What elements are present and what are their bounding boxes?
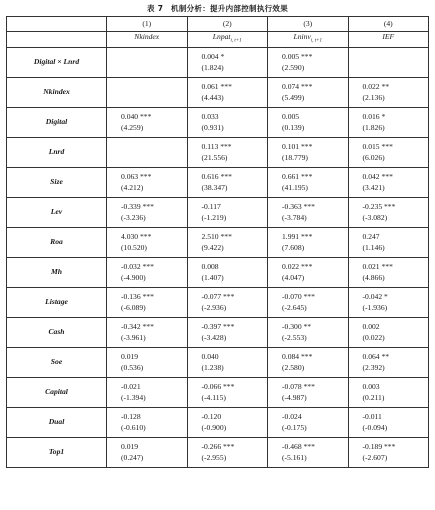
table-row [7,77,429,107]
t-statistic: (2.580) [282,363,305,373]
table-cell [187,437,268,467]
t-statistic: (-0.610) [121,423,146,433]
t-statistic: (-1.936) [362,303,388,313]
coefficient: -0.266 *** [201,441,235,451]
coefficient: 0.042 *** [362,171,393,181]
table-row [7,137,429,167]
coefficient: -0.363 *** [282,201,315,211]
table-cell [348,407,429,437]
table-cell [187,167,268,197]
table-cell [107,317,188,347]
dependent-variable: Lninv$_{i, t+1}$ [268,32,349,48]
table-cell [107,77,188,107]
table-cell [348,347,429,377]
variable-name: Mh [7,257,107,287]
variable-name: Nkindex [7,77,107,107]
t-statistic: (4.212) [121,183,144,193]
dependent-variable: Lnpat$_{i, t+1}$ [187,32,268,48]
t-statistic: (0.931) [201,123,224,133]
t-statistic: (-2.607) [362,453,388,463]
coefficient: 0.005 *** [282,51,313,61]
table-cell [348,227,429,257]
column-number: (2) [187,17,268,32]
table-cell [348,317,429,347]
table-cell [107,377,188,407]
table-cell [348,77,429,107]
variable-name: Listage [7,287,107,317]
table-cell [268,287,349,317]
corner-cell [7,17,107,32]
t-statistic: (-4.987) [282,393,307,403]
table-cell [187,257,268,287]
table-cell [107,197,188,227]
column-number-row [7,17,429,32]
table-row [7,47,429,77]
t-statistic: (1.826) [362,123,385,133]
coefficient: -0.397 *** [201,321,235,331]
t-statistic: (-1.394) [121,393,146,403]
table-cell [187,137,268,167]
coefficient: -0.117 [201,201,221,211]
coefficient [121,51,187,63]
coefficient: 4.030 *** [121,231,152,241]
table-cell [107,287,188,317]
table-cell [268,257,349,287]
t-statistic: (4.047) [282,273,305,283]
coefficient: -0.078 *** [282,381,315,391]
table-caption: 表 7 机制分析：提升内部控制执行效果 [146,4,289,13]
t-statistic: (-3.784) [282,213,307,223]
t-statistic: (-0.900) [201,423,227,433]
table-cell [107,137,188,167]
t-statistic: (2.590) [282,63,305,73]
table-cell [348,107,429,137]
table-row [7,407,429,437]
table-cell [187,407,268,437]
coefficient: -0.136 *** [121,291,154,301]
table-row [7,287,429,317]
table-cell [107,347,188,377]
coefficient: 0.003 [362,381,380,391]
column-number: (4) [348,17,429,32]
coefficient [121,81,187,93]
variable-name: Top1 [7,437,107,467]
coefficient: -0.070 *** [282,291,315,301]
table-cell [268,407,349,437]
table-cell [107,257,188,287]
variable-name: Cash [7,317,107,347]
table-cell [187,77,268,107]
table-cell [187,197,268,227]
coefficient: 0.008 [201,261,219,271]
table-row [7,107,429,137]
coefficient: -0.042 * [362,291,388,301]
coefficient: -0.011 [362,411,382,421]
coefficient: 0.661 *** [282,171,313,181]
table-row [7,227,429,257]
t-statistic: (-0.175) [282,423,307,433]
t-statistic: (-3.236) [121,213,146,223]
coefficient: 0.021 *** [362,261,393,271]
t-statistic: (-3.428) [201,333,227,343]
coefficient: -0.066 *** [201,381,235,391]
dependent-variable: Nkindex [107,32,188,48]
table-cell [268,47,349,77]
table-cell [107,437,188,467]
table-row [7,257,429,287]
corner-cell [7,32,107,48]
table-cell [187,347,268,377]
variable-name: Lnrd [7,137,107,167]
coefficient: 0.019 [121,351,139,361]
t-statistic: (-4.115) [201,393,226,403]
table-cell [107,107,188,137]
column-number: (1) [107,17,188,32]
table-cell [268,137,349,167]
coefficient: 0.084 *** [282,351,313,361]
t-statistic: (-4.900) [121,273,146,283]
table-cell [107,167,188,197]
t-statistic [121,152,187,164]
table-cell [187,317,268,347]
table-cell [187,107,268,137]
table-cell [268,197,349,227]
coefficient: 0.063 *** [121,171,152,181]
t-statistic: (4.259) [121,123,144,133]
table-cell [268,227,349,257]
t-statistic: (1.238) [201,363,224,373]
table-cell [348,257,429,287]
regression-table [6,16,429,468]
table-cell [107,407,188,437]
coefficient: 0.004 * [201,51,225,61]
table-body [7,47,429,467]
coefficient: -0.128 [121,411,141,421]
coefficient: 1.991 *** [282,231,313,241]
t-statistic: (-2.645) [282,303,307,313]
dependent-variable: IEF [348,32,429,48]
table-cell [268,77,349,107]
variable-name: Digital [7,107,107,137]
t-statistic: (0.247) [121,453,144,463]
coefficient: 0.616 *** [201,171,232,181]
coefficient: 0.022 *** [282,261,313,271]
table-cell [187,287,268,317]
table-cell [268,437,349,467]
t-statistic: (-2.936) [201,303,227,313]
coefficient: 0.064 ** [362,351,390,361]
table-cell [187,47,268,77]
coefficient: 0.247 [362,231,380,241]
t-statistic: (18.779) [282,153,308,163]
coefficient: 0.019 [121,441,139,451]
variable-name: Soe [7,347,107,377]
t-statistic: (0.139) [282,123,305,133]
coefficient: 0.113 *** [201,141,232,151]
table-cell [348,47,429,77]
coefficient: 0.061 *** [201,81,232,91]
coefficient: -0.189 *** [362,441,396,451]
t-statistic: (3.421) [362,183,385,193]
t-statistic: (0.211) [362,393,385,403]
coefficient: -0.342 *** [121,321,154,331]
table-cell [348,437,429,467]
t-statistic: (-5.161) [282,453,307,463]
table-row [7,437,429,467]
t-statistic: (4.443) [201,93,224,103]
coefficient: -0.468 *** [282,441,315,451]
t-statistic: (5.499) [282,93,305,103]
t-statistic: (-6.089) [121,303,146,313]
coefficient [121,141,187,153]
table-cell [107,47,188,77]
table-cell [107,227,188,257]
table-cell [268,347,349,377]
coefficient: -0.235 *** [362,201,396,211]
table-cell [187,377,268,407]
column-number: (3) [268,17,349,32]
variable-name: Size [7,167,107,197]
table-cell [348,137,429,167]
coefficient: 0.033 [201,111,219,121]
t-statistic: (9.422) [201,243,224,253]
t-statistic: (-2.553) [282,333,307,343]
table-row [7,377,429,407]
t-statistic: (1.407) [201,273,224,283]
dependent-variable-row [7,32,429,48]
coefficient: -0.077 *** [201,291,235,301]
variable-name: Capital [7,377,107,407]
t-statistic: (4.866) [362,273,385,283]
coefficient: -0.120 [201,411,222,421]
t-statistic: (21.556) [201,153,228,163]
t-statistic: (1.824) [201,63,224,73]
coefficient: 0.005 [282,111,300,121]
table-cell [348,287,429,317]
coefficient: 2.510 *** [201,231,232,241]
t-statistic [121,62,187,74]
table-cell [348,377,429,407]
coefficient: -0.024 [282,411,302,421]
table-cell [268,377,349,407]
t-statistic: (38.347) [201,183,228,193]
t-statistic [121,92,187,104]
coefficient [363,51,429,63]
table-row [7,167,429,197]
t-statistic: (-3.082) [362,213,388,223]
table-row [7,347,429,377]
t-statistic: (-0.094) [362,423,388,433]
table-cell [268,167,349,197]
t-statistic: (-3.961) [121,333,146,343]
t-statistic: (41.195) [282,183,308,193]
t-statistic: (2.136) [362,93,385,103]
coefficient: 0.015 *** [362,141,393,151]
coefficient: 0.022 ** [362,81,390,91]
coefficient: 0.040 [201,351,219,361]
table-row [7,197,429,227]
coefficient: -0.300 ** [282,321,312,331]
coefficient: -0.339 *** [121,201,154,211]
variable-name: Dual [7,407,107,437]
variable-name: Roa [7,227,107,257]
table-cell [268,317,349,347]
t-statistic: (2.392) [362,363,385,373]
t-statistic: (6.026) [362,153,385,163]
t-statistic: (1.146) [362,243,385,253]
coefficient: 0.002 [362,321,380,331]
t-statistic: (-2.955) [201,453,227,463]
coefficient: -0.021 [121,381,141,391]
coefficient: 0.101 *** [282,141,313,151]
table-cell [348,167,429,197]
table-row [7,317,429,347]
variable-name: Lev [7,197,107,227]
t-statistic: (0.536) [121,363,144,373]
t-statistic: (0.022) [362,333,385,343]
coefficient: -0.032 *** [121,261,154,271]
coefficient: 0.016 * [362,111,386,121]
variable-name: Digital × Lnrd [7,47,107,77]
t-statistic: (7.608) [282,243,305,253]
coefficient: 0.040 *** [121,111,152,121]
t-statistic: (10.520) [121,243,147,253]
table-cell [348,197,429,227]
table-cell [187,227,268,257]
t-statistic [363,62,429,74]
t-statistic: (-1.219) [201,213,227,223]
table-cell [268,107,349,137]
coefficient: 0.074 *** [282,81,313,91]
